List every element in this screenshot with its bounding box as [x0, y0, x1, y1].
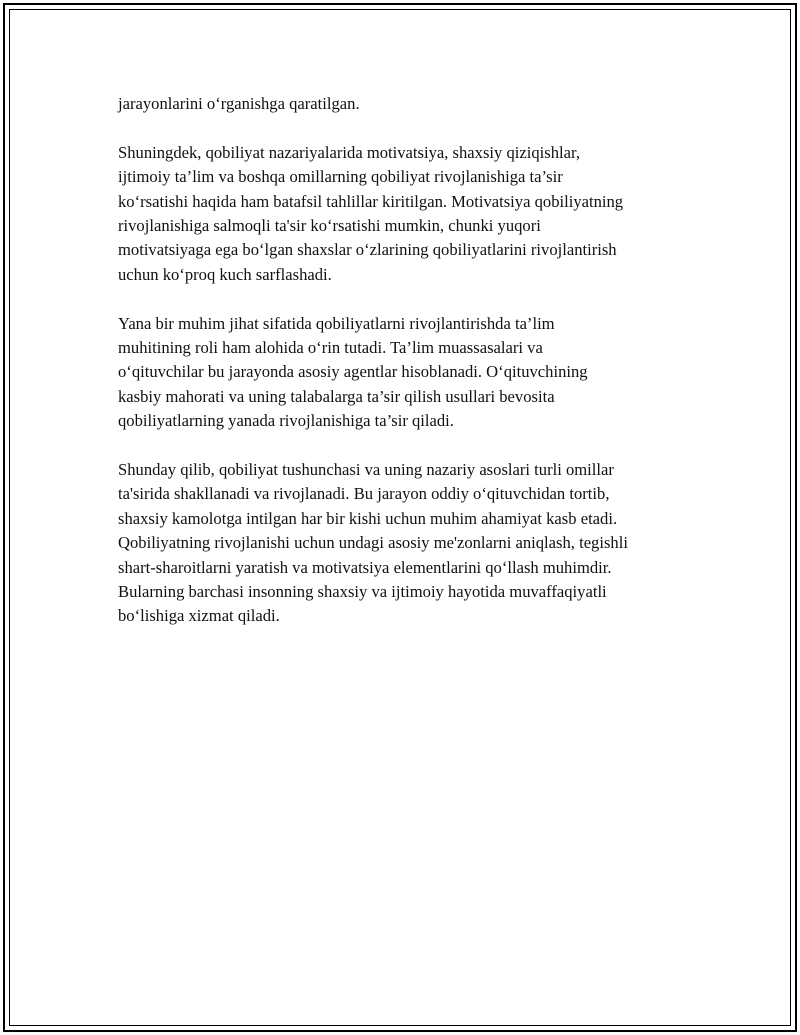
document-body	[118, 92, 698, 653]
text-line: motivatsiyaga ega bo‘lgan shaxslar o‘zlarining qobiliyatlarini rivojlantirish	[118, 240, 617, 260]
text-line: qobiliyatlarning yanada rivojlanishiga ta’sir qiladi.	[118, 411, 454, 431]
text-line: Shuningdek, qobiliyat nazariyalarida motivatsiya, shaxsiy qiziqishlar,	[118, 142, 581, 162]
text-line: jarayonlarini o‘rganishga qaratilgan.	[118, 94, 360, 113]
paragraph-1	[118, 92, 698, 116]
text-line: Shunday qilib, qobiliyat tushunchasi va uning nazariy asoslari turli omillar	[118, 460, 614, 480]
text-line: Bularning barchasi insonning shaxsiy va ijtimoiy hayotida muvaffaqiyatli	[118, 582, 607, 602]
paragraph-3	[118, 312, 698, 434]
paragraph-4	[118, 458, 698, 629]
text-line: rivojlanishiga salmoqli ta'sir ko‘rsatishi mumkin, chunki yuqori	[118, 216, 541, 236]
text-line: shart-sharoitlarni yaratish va motivatsiya elementlarini qo‘llash muhimdir.	[118, 557, 612, 577]
text-line: uchun ko‘proq kuch sarflashadi.	[118, 264, 332, 284]
text-line: bo‘lishiga xizmat qiladi.	[118, 606, 280, 626]
text-line: ko‘rsatishi haqida ham batafsil tahlillar kiritilgan. Motivatsiya qobiliyatning	[118, 191, 624, 211]
text-line: o‘qituvchilar bu jarayonda asosiy agentlar hisoblanadi. O‘qituvchining	[118, 362, 588, 382]
text-line: kasbiy mahorati va uning talabalarga ta’sir qilish usullari bevosita	[118, 386, 555, 406]
text-line: muhitining roli ham alohida o‘rin tutadi. Ta’lim muassasalari va	[118, 338, 543, 358]
text-line: Yana bir muhim jihat sifatida qobiliyatlarni rivojlantirishda ta’lim	[118, 313, 555, 333]
paragraph-2	[118, 141, 698, 287]
text-line: Qobiliyatning rivojlanishi uchun undagi asosiy me'zonlarni aniqlash, tegishli	[118, 533, 628, 553]
text-line: ijtimoiy ta’lim va boshqa omillarning qobiliyat rivojlanishiga ta’sir	[118, 167, 563, 187]
text-line: shaxsiy kamolotga intilgan har bir kishi uchun muhim ahamiyat kasb etadi.	[118, 508, 618, 528]
text-line: ta'sirida shakllanadi va rivojlanadi. Bu jarayon oddiy o‘qituvchidan tortib,	[118, 484, 610, 504]
